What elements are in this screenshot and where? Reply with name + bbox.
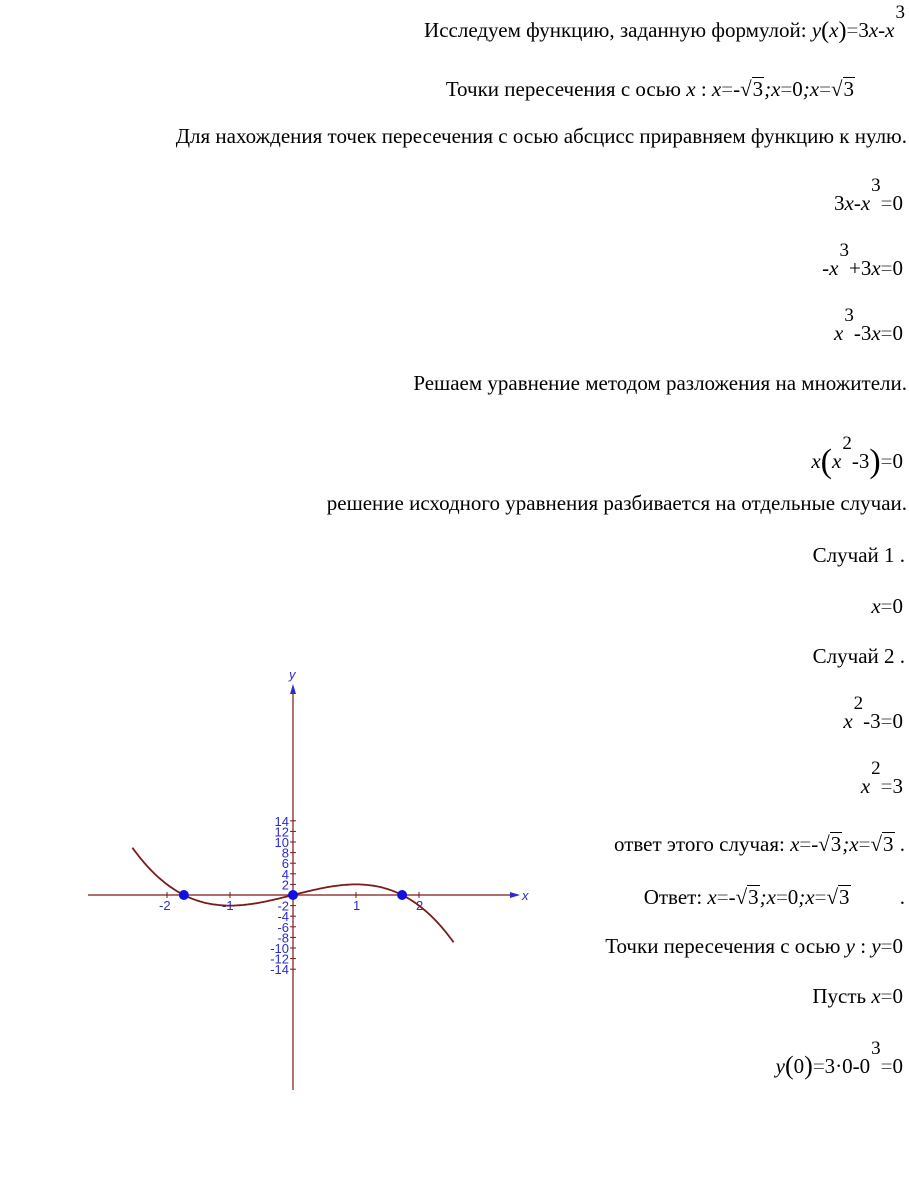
equation-1: $3x-x^3=0$ — [834, 175, 903, 215]
sqrt-value: 3 — [830, 832, 842, 856]
zero: 0 — [792, 77, 803, 101]
minus: - — [853, 191, 861, 215]
var: x — [849, 832, 859, 856]
result: 0 — [892, 449, 903, 473]
equation-3: $x^3-3x=0$ — [834, 305, 903, 345]
var: x — [766, 885, 776, 909]
paren-close: ) — [869, 443, 881, 480]
var: x — [811, 449, 821, 473]
x-intersections-label: Точки пересечения с осью — [445, 77, 681, 101]
var-x: x — [771, 77, 781, 101]
paren-close: ) — [804, 1051, 813, 1080]
power: 3 — [844, 305, 854, 326]
y-tick-label: -6 — [277, 919, 289, 935]
func: y — [775, 1054, 785, 1078]
y-intersections-line: Точки пересечения с осью y : y=0 — [605, 934, 903, 958]
sqrt-3: √3 — [826, 885, 850, 909]
power: 3 — [871, 175, 881, 196]
case-label: Случай 2 — [812, 644, 895, 668]
intersection-point — [397, 890, 407, 900]
case-label: Случай 1 — [812, 543, 895, 567]
var: x — [790, 832, 800, 856]
y-tick-label: -4 — [277, 909, 289, 925]
power: 2 — [871, 758, 881, 779]
result: 0 — [892, 709, 903, 733]
base: x — [860, 191, 871, 215]
y-tick-label: -2 — [277, 898, 289, 914]
base: x — [860, 774, 871, 798]
coef: 3 — [834, 191, 845, 215]
result: 0 — [892, 1054, 903, 1078]
sqrt-value: 3 — [843, 77, 854, 101]
title-arg: x — [829, 18, 839, 42]
y-tick-label: 8 — [281, 845, 289, 861]
y-tick-label: 2 — [281, 877, 289, 893]
y-tick-label: -14 — [270, 962, 289, 978]
y-tick-label: -12 — [270, 951, 289, 967]
result: 0 — [892, 321, 903, 345]
sqrt-3: √3 — [830, 77, 854, 101]
let-line: Пусть x=0 — [812, 984, 903, 1008]
equation-2: $-x^3+3x=0$ — [822, 240, 903, 280]
var-y: y — [871, 934, 881, 958]
sqrt-3: √3 — [818, 832, 842, 856]
evaluation-line: $y(0)=3\cdot 0-0^3=0$ — [775, 1038, 903, 1080]
var: x — [805, 885, 815, 909]
result: 0 — [892, 191, 903, 215]
let-label: Пусть — [812, 984, 867, 1008]
x-axis-name: x — [686, 77, 696, 101]
x-axis-label: x — [522, 888, 529, 903]
text-cases: решение исходного уравнения разбивается на отдельные случаи. — [326, 491, 907, 515]
dot: . — [899, 885, 905, 909]
plus-coef: +3 — [848, 256, 872, 280]
expression: 3·0-0 — [824, 1054, 871, 1078]
sqrt-3: √3 — [735, 885, 759, 909]
sqrt-value: 3 — [883, 832, 894, 856]
paren-open: ( — [784, 1051, 794, 1080]
base: x — [834, 321, 844, 345]
power: 2 — [842, 433, 852, 454]
case-answer: ответ этого случая: x=-√3;x=√3 . — [613, 832, 905, 856]
var: x — [871, 256, 881, 280]
power: 3 — [839, 240, 849, 261]
var-x: x — [809, 77, 820, 101]
var-x: x — [711, 77, 722, 101]
y-tick-label: 6 — [281, 856, 289, 872]
y-tick-label: 14 — [274, 813, 289, 829]
intersection-point — [288, 890, 298, 900]
title-text: Исследуем функцию, заданную формулой: — [424, 18, 807, 42]
result: 0 — [892, 594, 903, 618]
y-intersections-label: Точки пересечения с осью — [605, 934, 841, 958]
base: x — [832, 449, 842, 473]
answer-label: Ответ: — [643, 885, 703, 909]
y-tick-label: -10 — [270, 941, 289, 956]
result: 0 — [892, 256, 903, 280]
dot: . — [899, 644, 905, 668]
dot: . — [899, 543, 905, 567]
minus: - — [728, 885, 736, 909]
title-minus: - — [878, 18, 886, 42]
base: x — [829, 256, 839, 280]
sqrt-3: √3 — [740, 77, 764, 101]
colon: : — [700, 77, 707, 101]
title-power: 3 — [895, 2, 905, 23]
x-axis-arrow — [510, 892, 520, 898]
intersection-point — [179, 890, 189, 900]
minus-coef: -3 — [851, 449, 870, 473]
result: 3 — [892, 774, 903, 798]
zero: 0 — [892, 934, 903, 958]
minus: - — [822, 256, 830, 280]
arg: 0 — [793, 1054, 805, 1078]
title-coef: 3 — [858, 18, 869, 42]
var: x — [707, 885, 717, 909]
minus-coef: -3 — [863, 709, 881, 733]
x-tick-label: -1 — [222, 898, 234, 913]
x-intersections-line: Точки пересечения с осью x : x=-√3;x=0;x=√3 — [445, 77, 854, 101]
title-base: x — [885, 18, 895, 42]
y-axis-label: y — [289, 667, 296, 682]
x-tick-label: -2 — [159, 898, 171, 913]
text-abscissa: Для нахождения точек пересечения с осью абсцисс приравняем функцию к нулю. — [175, 124, 907, 148]
zero: 0 — [787, 885, 799, 909]
sqrt-3: √3 — [870, 832, 894, 856]
x-tick-label: 2 — [416, 898, 424, 913]
y-tick-label: 4 — [281, 866, 289, 882]
var: x — [871, 594, 881, 618]
power: 2 — [853, 693, 864, 714]
title-var: x — [868, 18, 879, 42]
y-tick-label: 10 — [274, 835, 289, 850]
y-axis-arrow — [290, 684, 296, 694]
colon: : — [860, 934, 867, 958]
equation-5: $x^2-3=0$ — [843, 693, 903, 733]
y-tick-label: 12 — [274, 824, 289, 840]
minus: - — [811, 832, 819, 856]
y-tick-label: -8 — [277, 930, 289, 946]
page-title: Исследуем функцию, заданную формулой: $y(x)=3x-x^3$ — [424, 2, 905, 44]
var: x — [871, 321, 881, 345]
var: x — [844, 191, 854, 215]
sqrt-value: 3 — [748, 885, 759, 909]
minus-coef: -3 — [853, 321, 872, 345]
power: 3 — [871, 1038, 881, 1059]
dot: . — [899, 832, 905, 856]
paren-open: ( — [820, 443, 832, 480]
var: x — [871, 984, 881, 1008]
answer-line: Ответ: x=-√3;x=0;x=√3 . — [643, 885, 905, 909]
sqrt-value: 3 — [839, 885, 850, 909]
text-factor: Решаем уравнение методом разложения на множители. — [413, 371, 907, 395]
x-tick-label: 1 — [353, 898, 361, 913]
equation-6: $x^2=3$ — [860, 758, 903, 798]
case-1-solution: x=0 — [871, 594, 903, 618]
title-func: y — [811, 18, 822, 42]
base: x — [843, 709, 853, 733]
result: 0 — [892, 984, 903, 1008]
equation-4: $x(x^2-3)=0$ — [811, 433, 903, 480]
y-axis-name: y — [845, 934, 855, 958]
case-answer-label: ответ этого случая: — [613, 832, 785, 856]
sqrt-value: 3 — [752, 77, 764, 101]
minus: - — [733, 77, 741, 101]
